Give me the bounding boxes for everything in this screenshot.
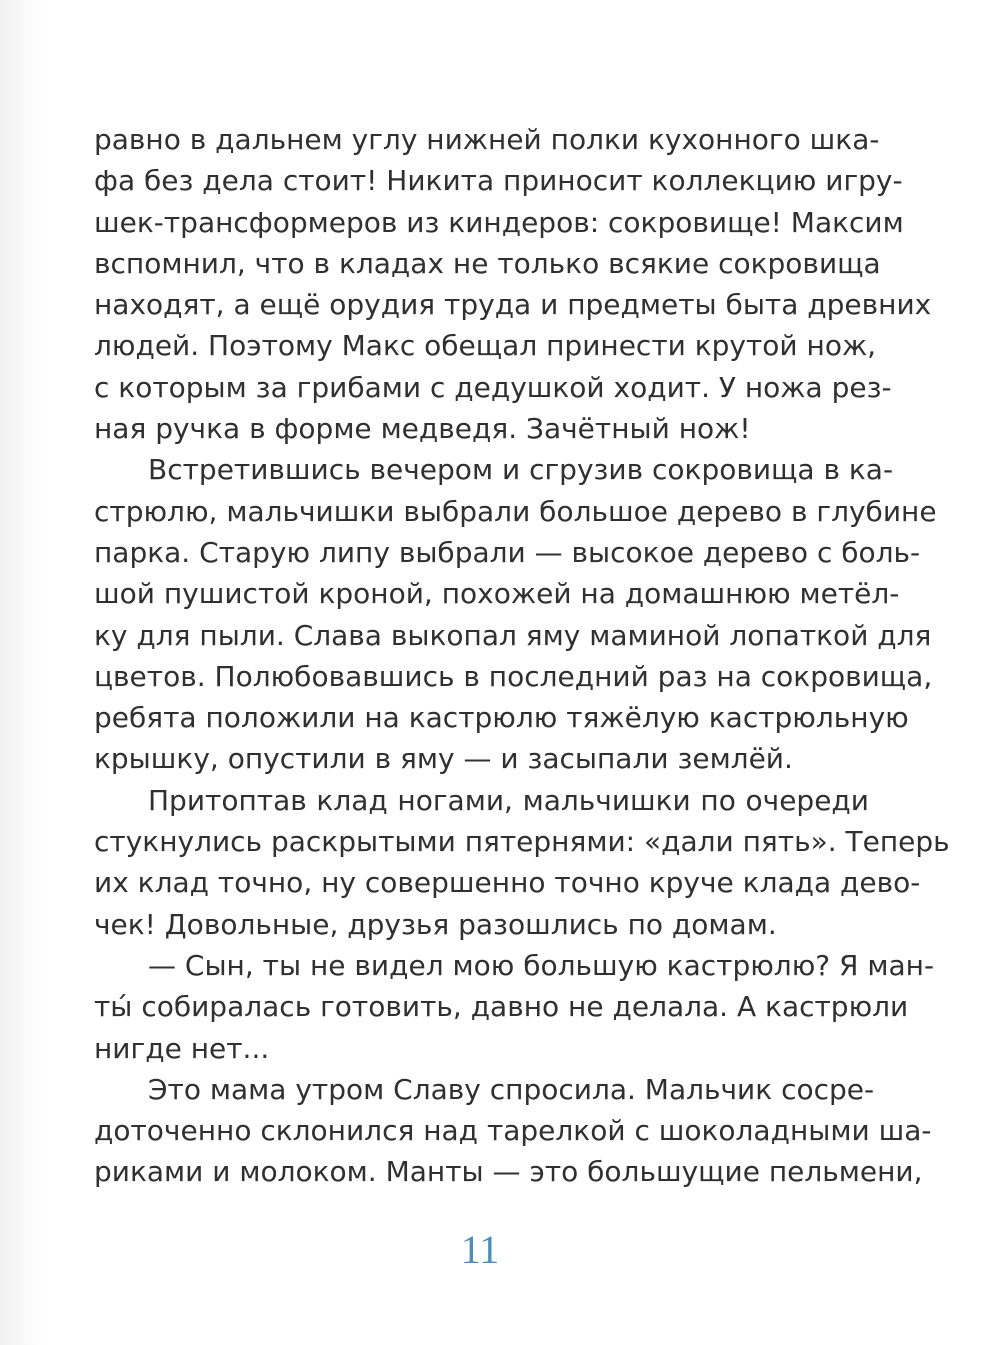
text-line: риками и молоком. Манты — это большущие пельмени, (94, 1155, 923, 1189)
text-line: парка. Старую липу выбрали — высокое дерево с боль- (94, 535, 921, 569)
page-gutter-shadow (0, 0, 44, 1345)
text-line: стукнулись раскрытыми пятернями: «дали пять». Теперь (94, 825, 950, 859)
text-line: шой пушистой кроной, похожей на домашнюю метёл- (94, 577, 900, 611)
text-line: ты́ собиралась готовить, давно не делала. А кастрюли (94, 990, 909, 1024)
text-line: ная ручка в форме медведя. Зачётный нож! (94, 412, 751, 446)
text-line: находят, а ещё орудия труда и предметы быта древних (94, 288, 932, 322)
page-number: 11 (460, 1227, 500, 1272)
text-line: чек! Довольные, друзья разошлись по домам. (94, 907, 777, 941)
text-line: цветов. Полюбовавшись в последний раз на сокровища, (94, 659, 933, 693)
paragraph-first-line: Притоптав клад ногами, мальчишки по очереди (148, 783, 869, 817)
text-line: людей. Поэтому Макс обещал принести крутой нож, (94, 329, 877, 363)
text-line: стрюлю, мальчишки выбрали большое дерево в глубине (94, 494, 937, 528)
text-line: крышку, опустили в яму — и засыпали землёй. (94, 742, 793, 776)
paragraph-first-line: — Сын, ты не видел мою большую кастрюлю? Я ман- (148, 948, 935, 982)
text-line: с которым за грибами с дедушкой ходит. У ножа рез- (94, 370, 892, 404)
text-line: их клад точно, ну совершенно точно круче клада дево- (94, 866, 921, 900)
text-line: вспомнил, что в кладах не только всякие сокровища (94, 246, 881, 280)
text-line: ку для пыли. Слава выкопал яму маминой лопаткой для (94, 618, 932, 652)
text-line: нигде нет... (94, 1031, 270, 1065)
text-line: ребята положили на кастрюлю тяжёлую кастрюльную (94, 701, 909, 735)
text-line: фа без дела стоит! Никита приносит коллекцию игру- (94, 164, 903, 198)
body-text (94, 119, 950, 1193)
paragraph-first-line: Это мама утром Славу спросила. Мальчик сосре- (148, 1072, 875, 1106)
paragraph-first-line: Встретившись вечером и сгрузив сокровища в ка- (148, 453, 894, 487)
text-line: равно в дальнем углу нижней полки кухонного шка- (94, 123, 880, 156)
text-line: доточенно склонился над тарелкой с шоколадными ша- (94, 1114, 932, 1148)
text-line: шек-трансформеров из киндеров: сокровище! Максим (94, 205, 904, 239)
